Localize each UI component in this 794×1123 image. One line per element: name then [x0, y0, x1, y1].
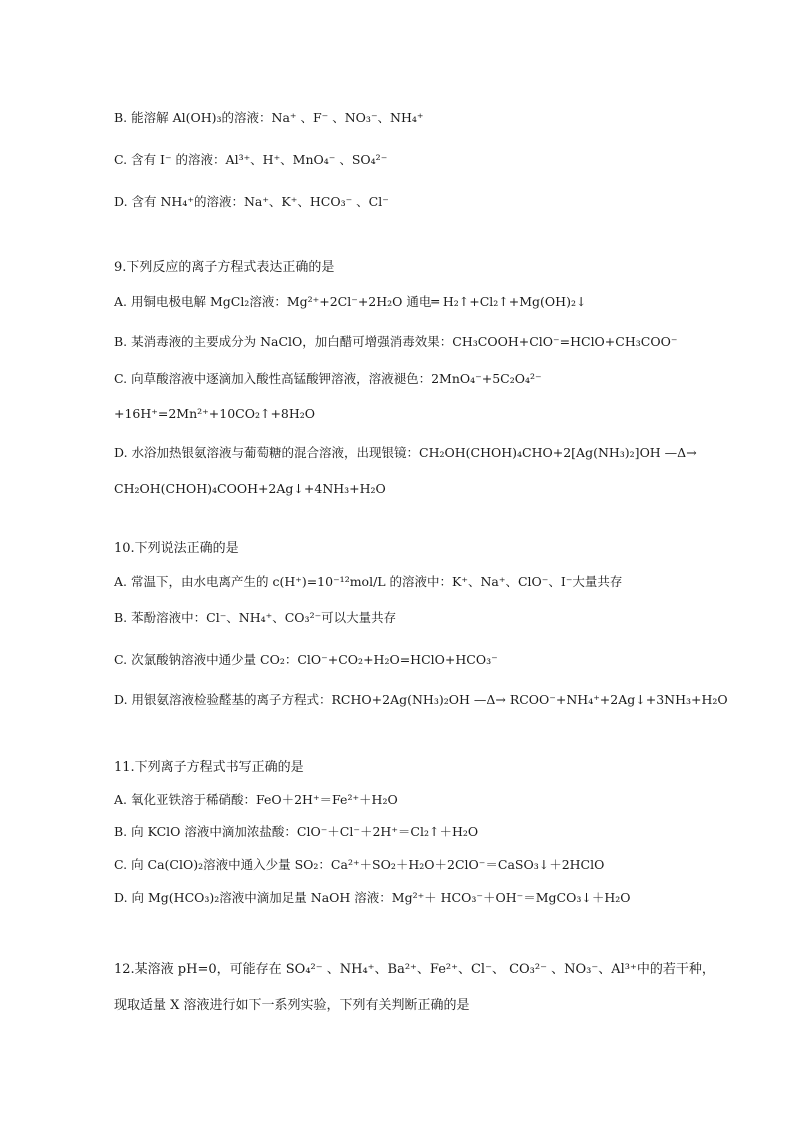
q10-option-a: A. 常温下，由水电离产生的 c(H⁺)=10⁻¹²mol/L 的溶液中：K⁺、Na⁺、ClO⁻、I⁻大量共存: [114, 574, 623, 589]
q9-option-c-line1: C. 向草酸溶液中逐滴加入酸性高锰酸钾溶液，溶液褪色：2MnO₄⁻+5C₂O₄²⁻: [114, 371, 542, 386]
q10-option-c: C. 次氯酸钠溶液中通少量 CO₂：ClO⁻+CO₂+H₂O=HClO+HCO₃⁻: [114, 652, 498, 667]
q10-title: 10.下列说法正确的是: [114, 541, 239, 556]
q9-option-c-line2: +16H⁺=2Mn²⁺+10CO₂↑+8H₂O: [114, 406, 316, 421]
q11-option-b: B. 向 KClO 溶液中滴加浓盐酸：ClO⁻＋Cl⁻＋2H⁺＝Cl₂↑＋H₂O: [114, 824, 479, 839]
q11-title: 11.下列离子方程式书写正确的是: [114, 760, 304, 775]
q11-option-a: A. 氧化亚铁溶于稀硝酸：FeO＋2H⁺＝Fe²⁺＋H₂O: [114, 792, 398, 807]
q9-option-d-line1: D. 水浴加热银氨溶液与葡萄糖的混合溶液，出现银镜：CH₂OH(CHOH)₄CHO+2[Ag(NH₃)₂]OH —Δ→: [114, 445, 697, 460]
q9-title: 9.下列反应的离子方程式表达正确的是: [114, 260, 335, 275]
q10-option-b: B. 苯酚溶液中：Cl⁻、NH₄⁺、CO₃²⁻可以大量共存: [114, 610, 397, 625]
q9-option-d-line2: CH₂OH(CHOH)₄COOH+2Ag↓+4NH₃+H₂O: [114, 481, 386, 496]
q8-option-b: B. 能溶解 Al(OH)₃的溶液：Na⁺ 、F⁻ 、NO₃⁻、NH₄⁺: [114, 110, 424, 125]
q9-option-b: B. 某消毒液的主要成分为 NaClO，加白醋可增强消毒效果：CH₃COOH+ClO⁻=HClO+CH₃COO⁻: [114, 334, 678, 349]
q12-stem-line1: 12.某溶液 pH=0，可能存在 SO₄²⁻ 、NH₄⁺、Ba²⁺、Fe²⁺、Cl⁻、 CO₃²⁻ 、NO₃⁻、Al³⁺中的若干种，: [114, 962, 715, 977]
q8-option-d: D. 含有 NH₄⁺的溶液：Na⁺、K⁺、HCO₃⁻ 、Cl⁻: [114, 194, 389, 209]
q10-option-d: D. 用银氨溶液检验醛基的离子方程式：RCHO+2Ag(NH₃)₂OH —Δ→ RCOO⁻+NH₄⁺+2Ag↓+3NH₃+H₂O: [114, 692, 728, 707]
q11-option-c: C. 向 Ca(ClO)₂溶液中通入少量 SO₂：Ca²⁺＋SO₂＋H₂O＋2ClO⁻＝CaSO₃↓＋2HClO: [114, 857, 605, 872]
q11-option-d: D. 向 Mg(HCO₃)₂溶液中滴加足量 NaOH 溶液：Mg²⁺＋ HCO₃⁻＋OH⁻＝MgCO₃↓＋H₂O: [114, 890, 631, 905]
q8-option-c: C. 含有 I⁻ 的溶液：Al³⁺、H⁺、MnO₄⁻ 、SO₄²⁻: [114, 152, 388, 167]
q9-option-a: A. 用铜电极电解 MgCl₂溶液：Mg²⁺+2Cl⁻+2H₂O 通电═ H₂↑+Cl₂↑+Mg(OH)₂↓: [114, 294, 587, 309]
q12-stem-line2: 现取适量 X 溶液进行如下一系列实验，下列有关判断正确的是: [114, 998, 470, 1013]
